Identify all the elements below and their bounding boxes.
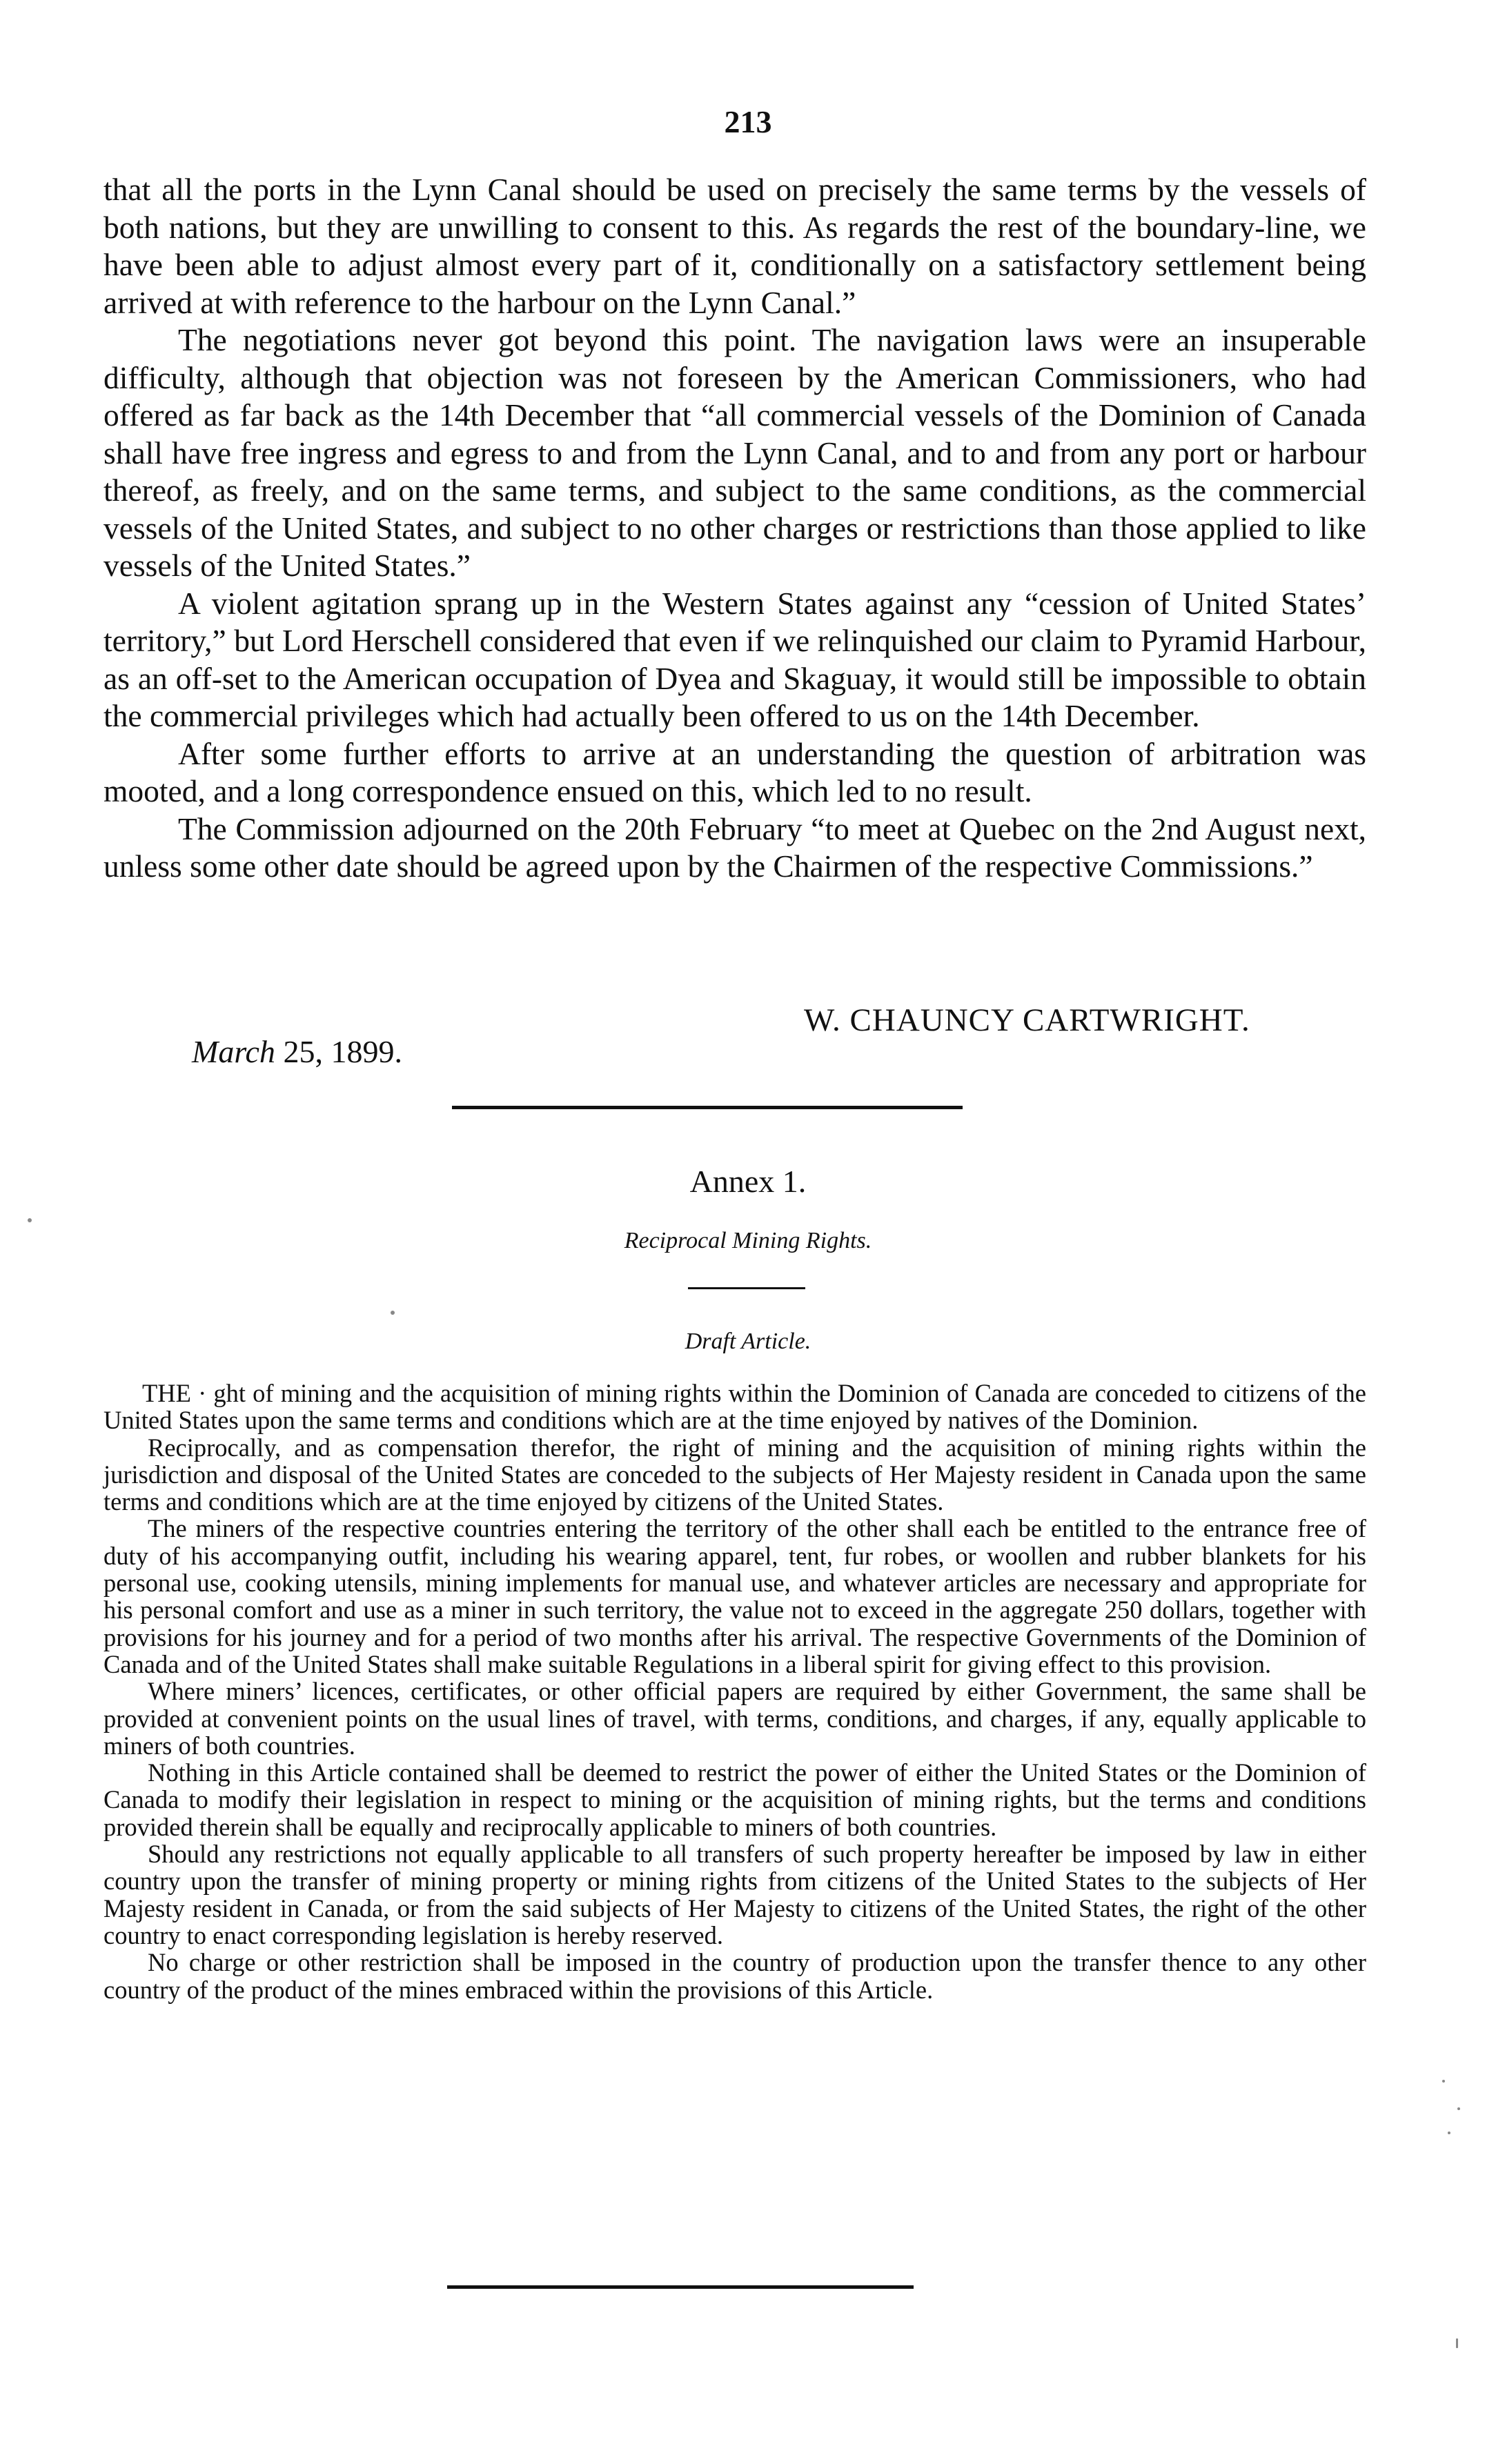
article-paragraph: The miners of the respective countries entering the territory of the other shall each be entitled to the entrance free of duty of his accompanying outfit, including his wearing apparel, tent, fur robes, or woollen and rubber blankets for his personal use, cooking utensils, mining implements for manual use, and whatever articles are necessary and appropriate for his personal comfort and use as a miner in such territory, the value not to exceed in the aggregate 250 dollars, together with provisions for his journey and for a period of two months after his arrival. The respective Governments of the Dominion of Canada and of the United States shall make suitable Regulations in a liberal spirit for giving effect to this provision. — [104, 1514, 1366, 1678]
paragraph: After some further efforts to arrive at an understanding the question of arbitration was mooted, and a long correspondence ensued on this, which led to no result. — [104, 735, 1366, 808]
paragraph: A violent agitation sprang up in the Western States against any “cession of United States’ territory,” but Lord Herschell considered that even if we relinquished our claim to Pyramid Harbour, as an off-set to the American occupation of Dyea and Skaguay, it would still be impossible to obtain the commercial privileges which had actually been offered to us on the 14th December. — [104, 585, 1366, 733]
article-paragraph: Should any restrictions not equally applicable to all transfers of such property hereafter be imposed by law in either country upon the transfer of mining property or mining rights from citizens of the United States to the subjects of Her Majesty resident in Canada, or from the said subjects of Her Majesty to citizens of the United States, the right of the other country to enact corresponding legislation is hereby reserved. — [104, 1840, 1366, 1949]
letter-date — [192, 1033, 402, 1070]
article-paragraph: Where miners’ licences, certificates, or other official papers are required by either Government, the same shall be provided at convenient points on the usual lines of travel, with terms, conditions, and charges, if any, equally applicable to miners of both countries. — [104, 1677, 1366, 1760]
article-paragraph: Reciprocally, and as compensation therefor, the right of mining and the acquisition of mining rights within the jurisdiction and disposal of the United States are conceded to the subjects of Her Majesty resident in Canada upon the same terms and conditions which are at the time enjoyed by citizens of the United States. — [104, 1433, 1366, 1516]
closing-divider — [447, 2285, 914, 2289]
print-speck — [1456, 2338, 1458, 2348]
article-paragraph: Nothing in this Article contained shall be deemed to restrict the power of either the United States or the Dominion of Canada to modify their legislation in respect to mining or the acquisition of mining rights, but the terms and conditions provided therein shall be equally and reciprocally applicable to miners of both countries. — [104, 1758, 1366, 1841]
annex-title: Annex 1. — [689, 1164, 807, 1199]
draft-title: Draft Article. — [685, 1329, 811, 1354]
paragraph: The negotiations never got beyond this point. The navigation laws were an insuperable difficulty, although that objection was not foreseen by the American Commissioners, who had offered as far back as the 14th December that “all commercial vessels of the Dominion of Canada shall have free ingress and egress to and from the Lynn Canal, and to and from any port or harbour thereof, as freely, and on the same terms, and subject to the same conditions, as the commercial vessels of the United States, and subject to no other charges or restrictions than those applied to like vessels of the United States.” — [104, 322, 1366, 583]
print-speck — [1448, 2132, 1450, 2134]
signature: W. CHAUNCY CARTWRIGHT. — [804, 1002, 1250, 1038]
subtitle-divider — [688, 1287, 805, 1289]
date-month: March — [192, 1034, 275, 1069]
print-speck — [1457, 2107, 1460, 2110]
main-text — [104, 171, 1366, 886]
print-speck — [1442, 2080, 1445, 2083]
section-divider — [452, 1106, 963, 1109]
article-paragraph: THE · ght of mining and the acquisition of mining rights within the Dominion of Canada are conceded to citizens of the United States upon the same terms and conditions which are at the time enjoyed by natives of the Dominion. — [104, 1379, 1366, 1435]
article-paragraph: No charge or other restriction shall be imposed in the country of production upon the transfer thence to any other country of the product of the mines embraced within the provisions of this Article. — [104, 1948, 1366, 2004]
draft-article-text — [104, 1380, 1366, 2003]
page-number: 213 — [724, 104, 772, 139]
print-speck — [391, 1311, 395, 1315]
annex-subtitle: Reciprocal Mining Rights. — [624, 1228, 872, 1253]
print-speck — [28, 1218, 32, 1222]
date-day-year: 25, 1899. — [275, 1034, 402, 1069]
paragraph: The Commission adjourned on the 20th February “to meet at Quebec on the 2nd August next, unless some other date should be agreed upon by the Chairmen of the respective Commissions.” — [104, 811, 1366, 884]
paragraph: that all the ports in the Lynn Canal should be used on precisely the same terms by the vessels of both nations, but they are unwilling to consent to this. As regards the rest of the boundary-line, we have been able to adjust almost every part of it, conditionally on a satisfactory settlement being arrived at with reference to the harbour on the Lynn Canal.” — [104, 172, 1366, 320]
